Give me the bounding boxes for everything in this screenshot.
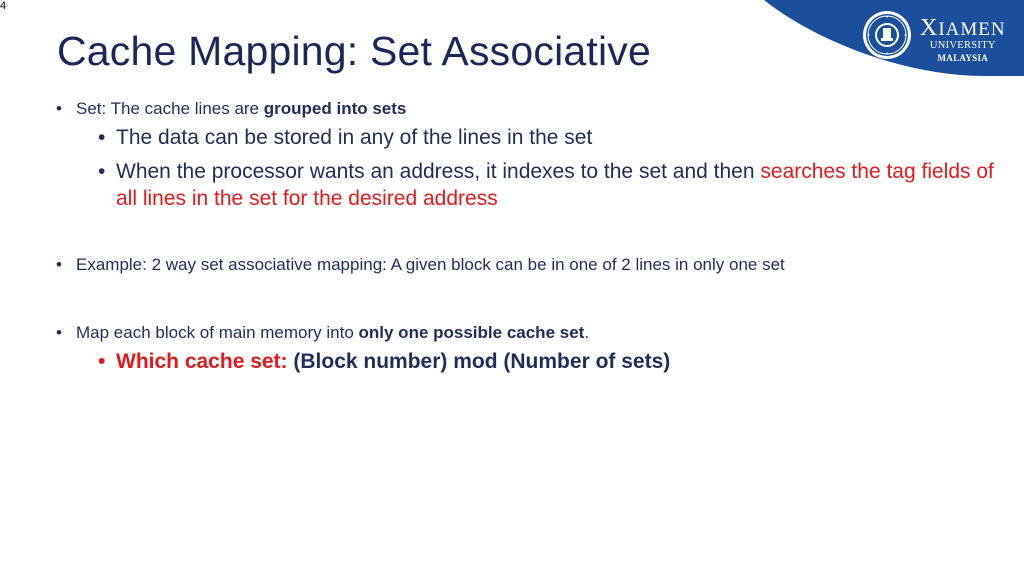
bullet-example: • Example: 2 way set associative mapping: A given block can be in one of 2 lines in only one set <box>56 255 785 274</box>
bullet-dot: • <box>98 350 106 373</box>
bullet-map-sub: • Which cache set: (Block number) mod (Number of sets) <box>98 350 671 373</box>
bullet-dot: • <box>98 126 106 149</box>
university-emblem-icon <box>862 10 912 60</box>
slide-number: 4 <box>0 0 7 12</box>
bullet-dot: • <box>98 160 106 183</box>
bullet-dot: • <box>56 323 62 342</box>
logo-line-university: UNIVERSITY <box>929 40 996 51</box>
bullet-dot: • <box>56 255 62 274</box>
slide-title: Cache Mapping: Set Associative <box>57 28 651 74</box>
bullet-map: • Map each block of main memory into only one possible cache set. <box>56 323 590 342</box>
bullet-set-sub-1: • The data can be stored in any of the lines in the set <box>98 126 593 149</box>
logo-line-malaysia: MALAYSIA <box>937 52 989 63</box>
bullet-set-sub-2: • When the processor wants an address, it indexes to the set and then searches the tag fields of all lines in the set for the desired address <box>98 160 994 210</box>
university-logo-text <box>920 16 1006 63</box>
logo-line-xiamen: XIAMEN <box>920 15 1006 41</box>
bullet-set: • Set: The cache lines are grouped into sets <box>56 99 407 118</box>
slide-body <box>56 98 996 375</box>
bullet-dot: • <box>56 99 62 118</box>
